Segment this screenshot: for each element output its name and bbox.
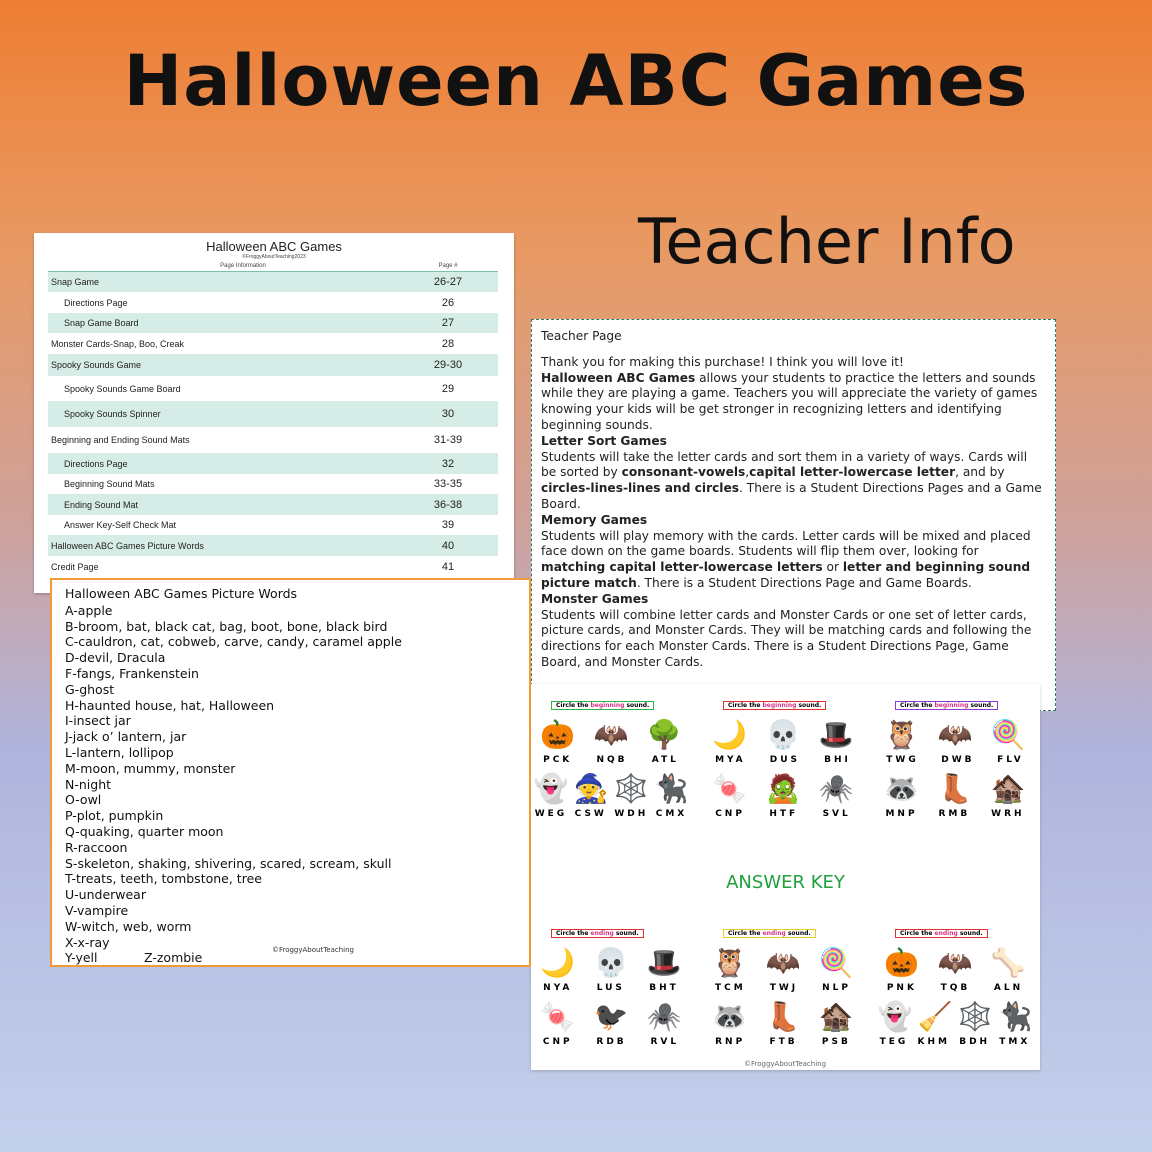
row-page: 27 [441,317,455,329]
row-label: Snap Game Board [64,318,139,328]
answer-key-copyright: ©FroggyAboutTeaching [744,1060,827,1068]
list-item: D-devil, Dracula [65,650,166,666]
picture-icon: 🏚️ [818,1000,854,1033]
label-suffix: sound. [796,702,822,709]
memory-games-heading: Memory Games [541,512,648,527]
letter-choices: SVL [822,809,851,819]
list-item: V-vampire [65,902,129,918]
table-row [48,427,498,453]
picture-icon: 🕸️ [957,1000,993,1033]
row-page: 39 [441,519,455,531]
row-label: Beginning Sound Mats [64,479,155,489]
letter-choice-row [703,983,863,993]
letter-choices: NLP [822,983,851,993]
memory-games-text [541,529,1046,592]
list-item: O-owl [65,792,102,808]
letter-choices: LUS [596,983,625,993]
picture-row [703,999,863,1035]
letter-choices: CNP [715,809,745,819]
word-z: Z-zombie [144,950,203,966]
row-page: 26-27 [433,276,463,288]
text-run: Students will play memory with the cards. Letter cards will be mixed and placed face down on the game boards. Students will flip them over, looking for [541,528,1031,559]
picture-row [703,771,863,807]
label-sound-type: ending [934,930,958,937]
table-row [48,453,498,474]
picture-icon: 🦉 [712,946,748,979]
answer-key-sheet [531,684,1040,1070]
list-item: W-witch, web, worm [65,918,192,934]
text-run: , [745,465,750,480]
row-label: Directions Page [64,297,128,308]
table-row [48,376,498,401]
letter-choice-row [703,809,863,819]
letter-choices: PNK [886,983,917,993]
letter-choices: BDH [959,1037,991,1047]
label-sound-type: ending [762,930,786,937]
letter-choices: TQB [940,983,971,993]
sound-mat-panel [531,920,691,1047]
letter-choice-row [703,755,863,765]
picture-icon: 🌙 [712,718,748,751]
teacher-page-sheet [531,319,1056,711]
table-row [48,401,498,427]
row-label: Spooky Sounds Game [51,360,142,370]
picture-icon: 🐈‍⬛ [653,772,689,805]
table-row [48,474,498,494]
picture-icon: 🦝 [712,1000,748,1033]
letter-choices: PCK [543,755,573,765]
picture-icon: 🎩 [646,946,682,979]
sound-mat-panel [703,692,863,819]
row-page: 29-30 [433,359,463,371]
monster-games-heading: Monster Games [541,591,649,606]
letter-sort-text [541,450,1046,513]
row-page: 31-39 [433,434,463,446]
list-item: P-plot, pumpkin [65,808,164,824]
list-item: L-lantern, lollipop [65,744,174,760]
picture-icon: 🎃 [540,718,576,751]
row-label: Directions Page [64,458,128,469]
teacher-page-title: Teacher Page [541,329,622,343]
letter-choices: FLV [997,755,1024,765]
letter-choices: ALN [993,983,1024,993]
row-page: 26 [441,296,455,309]
picture-icon: 🦇 [937,718,973,751]
text-run: Students will take the letter cards and sort them in a variety of ways. Cards will be sorted by [541,449,1028,480]
word-y: Y-yell [65,950,98,966]
sound-mat-panel [703,920,863,1047]
letter-choices: TCM [715,983,746,993]
label-sound-type: ending [590,930,614,937]
picture-words-title: Halloween ABC Games Picture Words [65,586,298,601]
list-item: C-cauldron, cat, cobweb, carve, candy, caramel apple [65,634,402,650]
table-row [48,515,498,535]
picture-icon: 👻 [877,1000,913,1033]
text-run: . There is a Student Directions Page and Game Boards. [636,575,972,590]
letter-choices: TEG [879,1037,909,1047]
picture-icon: 🧙 [573,772,609,805]
teacher-intro: Thank you for making this purchase! I think you will love it! [541,354,904,369]
row-page: 29 [441,382,455,395]
letter-choices: CSW [574,809,607,819]
picture-row [531,999,691,1035]
picture-icon: 👻 [533,772,569,805]
label-prefix: Circle the [900,930,935,937]
picture-icon: 💀 [593,946,629,979]
answer-key-title: ANSWER KEY [726,872,845,893]
picture-icon: 🍬 [712,772,748,805]
letter-choices: MYA [715,755,746,765]
picture-row [531,717,691,753]
letter-choices: MNP [885,809,918,819]
letter-choices: KHM [917,1037,950,1047]
row-label: Beginning and Ending Sound Mats [51,435,190,445]
letter-choices: HTF [769,809,799,819]
text-bold: capital letter-lowercase letter [749,465,956,480]
list-item: A-apple [65,602,113,618]
list-item: U-underwear [65,887,146,903]
picture-icon: 💀 [765,718,801,751]
label-prefix: Circle the [728,702,763,709]
picture-icon: 👢 [937,772,973,805]
sound-mat-panel [531,692,691,819]
letter-choices: TMX [999,1037,1031,1047]
letter-choices: CMX [655,809,688,819]
row-page: 30 [441,408,455,420]
text-run: , and by [955,465,1005,480]
overview-text: allows your students to practice the letters and sounds while they are playing a game. Teachers you will appreciate the variety of games knowing your kids will be get stronger in recognizing letters and identifying beginning sounds. [541,370,1038,432]
teacher-paragraph-overview [541,371,1046,434]
picture-icon: 🦉 [884,718,920,751]
letter-choices: WEG [534,809,568,819]
contents-header [48,261,498,272]
list-item: F-fangs, Frankenstein [65,665,199,681]
product-name: Halloween ABC Games [541,370,696,385]
list-item: B-broom, bat, black cat, bag, boot, bone, black bird [65,618,388,634]
label-sound-type: beginning [762,702,797,709]
picture-icon: 🧹 [917,1000,953,1033]
letter-choices: NYA [543,983,573,993]
sound-mat-panel [875,692,1035,819]
letter-choice-row [531,755,691,765]
letter-choices: NQB [596,755,628,765]
letter-choice-row [875,809,1035,819]
list-item: G-ghost [65,681,115,697]
label-prefix: Circle the [900,702,935,709]
letter-choice-row [531,983,691,993]
table-row [48,313,498,333]
letter-choices: TWJ [769,983,799,993]
row-label: Halloween ABC Games Picture Words [51,540,204,551]
picture-icon: 🐈‍⬛ [997,1000,1033,1033]
circle-sound-label [723,929,816,938]
label-suffix: sound. [968,702,994,709]
picture-icon: 🕷️ [646,1000,682,1033]
text-run: . There is a Student Directions Pages and a Game Board. [541,481,1042,511]
contents-sheet [34,233,514,593]
table-row [48,354,498,376]
picture-icon: 🧟 [765,772,801,805]
letter-choices: RVL [650,1037,680,1047]
letter-choices: RNP [715,1037,746,1047]
picture-icon: 🦇 [765,946,801,979]
list-item: T-treats, teeth, tombstone, tree [65,871,262,887]
text-run: or [822,560,843,575]
picture-icon: 🦝 [884,772,920,805]
picture-icon: 🌳 [646,718,682,751]
letter-choices: BHT [649,983,679,993]
picture-icon: 🕷️ [818,772,854,805]
label-sound-type: beginning [934,702,969,709]
picture-icon: 🦴 [990,946,1026,979]
list-item: M-moon, mummy, monster [65,760,236,776]
header-page-number: Page # [438,263,458,269]
label-suffix: sound. [785,930,811,937]
row-label: Answer Key-Self Check Mat [64,520,177,530]
letter-choices: CNP [542,1037,573,1047]
picture-icon: 🎃 [884,946,920,979]
list-item: R-raccoon [65,839,128,855]
text-bold: consonant-vowels [621,465,746,480]
list-item: S-skeleton, shaking, shivering, scared, scream, skull [65,855,392,871]
letter-choice-row [875,1037,1035,1047]
letter-choice-row [531,809,691,819]
label-suffix: sound. [613,930,639,937]
circle-sound-label [895,929,988,938]
picture-row [703,945,863,981]
picture-row [875,999,1035,1035]
row-label: Monster Cards-Snap, Boo, Creak [51,338,185,349]
circle-sound-label [551,929,644,938]
letter-choice-row [703,1037,863,1047]
contents-title: Halloween ABC Games [206,239,342,254]
letter-choices: WDH [614,809,649,819]
contents-table [48,261,498,577]
letter-choices: ATL [651,755,679,765]
list-item: H-haunted house, hat, Halloween [65,697,275,713]
row-label: Spooky Sounds Spinner [64,409,161,419]
letter-choice-row [875,983,1035,993]
picture-icon: 🏚️ [990,772,1026,805]
header-page-information: Page Information [220,263,266,269]
picture-row [531,945,691,981]
table-row [48,556,498,577]
letter-choices: RMB [938,809,971,819]
table-row [48,292,498,313]
picture-icon: 🎩 [818,718,854,751]
letter-choice-row [875,755,1035,765]
text-bold: letter and beginning sound picture match [541,560,1031,590]
label-prefix: Circle the [556,930,591,937]
table-row [48,494,498,515]
teacher-info-heading: Teacher Info [638,205,1016,278]
page-title: Halloween ABC Games [123,40,1029,122]
sound-mat-panel [875,920,1035,1047]
contents-copyright: ©FroggyAboutTeaching2023 [242,254,306,260]
monster-games-text: Students will combine letter cards and Monster Cards or one set of letter cards, picture cards, and Monster Cards. They will be matching cards and following the directions for each Monster Cards. There is a Student Directions Page, Game Board, and Monster Cards. [541,607,1032,669]
row-page: 32 [441,457,455,470]
letter-choices: PSB [821,1037,851,1047]
letter-choices: RDB [596,1037,627,1047]
circle-sound-label [551,701,654,710]
row-label: Credit Page [51,561,99,572]
picture-icon: 🦇 [593,718,629,751]
picture-row [875,771,1035,807]
table-row [48,333,498,354]
text-bold: circles-lines-lines and circles [541,481,739,496]
picture-words-copyright: ©FroggyAboutTeaching [271,946,354,955]
picture-icon: 🕸️ [613,772,649,805]
label-sound-type: beginning [590,702,625,709]
row-label: Snap Game [51,277,100,287]
letter-choices: FTB [769,1037,798,1047]
picture-row [531,771,691,807]
row-page: 33-35 [433,478,463,490]
label-suffix: sound. [624,702,650,709]
picture-icon: 🐦‍⬛ [593,1000,629,1033]
label-suffix: sound. [957,930,983,937]
row-page: 40 [441,539,455,552]
row-label: Ending Sound Mat [64,499,139,510]
row-page: 28 [441,337,455,350]
list-item: Q-quaking, quarter moon [65,823,224,839]
text-bold: matching capital letter-lowercase letters [541,560,823,575]
picture-icon: 🌙 [540,946,576,979]
picture-words-list [65,603,516,951]
picture-icon: 🦇 [937,946,973,979]
row-page: 41 [441,560,455,573]
picture-words-sheet [50,578,531,967]
list-item: X-x-ray [65,934,110,950]
picture-icon: 🍭 [990,718,1026,751]
row-page: 36-38 [433,498,463,511]
list-item: J-jack o’ lantern, jar [65,729,187,745]
picture-row [703,717,863,753]
label-prefix: Circle the [556,702,591,709]
picture-icon: 👢 [765,1000,801,1033]
table-row [48,535,498,556]
table-row [48,272,498,292]
picture-icon: 🍬 [540,1000,576,1033]
letter-choices: TWG [886,755,919,765]
picture-row [875,717,1035,753]
list-item: I-insect jar [65,713,131,729]
picture-icon: 🍭 [818,946,854,979]
circle-sound-label [895,701,998,710]
letter-choices: BHI [824,755,851,765]
picture-row [875,945,1035,981]
circle-sound-label [723,701,826,710]
list-item: N-night [65,776,112,792]
letter-choices: DWB [941,755,975,765]
letter-choices: DUS [769,755,801,765]
row-label: Spooky Sounds Game Board [64,383,181,394]
letter-sort-heading: Letter Sort Games [541,433,667,448]
letter-choice-row [531,1037,691,1047]
label-prefix: Circle the [728,930,763,937]
letter-choices: WRH [991,809,1025,819]
